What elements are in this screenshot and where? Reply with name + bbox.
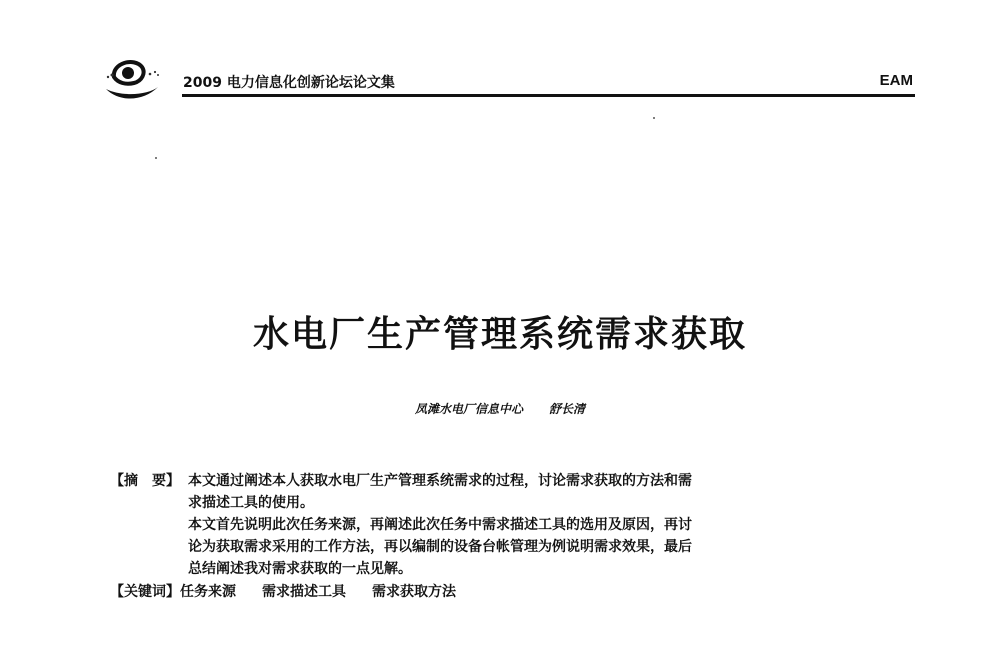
abstract-label: 【摘 要】 bbox=[110, 473, 180, 489]
author-name: 舒长清 bbox=[549, 402, 586, 416]
abstract-section bbox=[110, 470, 820, 603]
byline bbox=[0, 400, 1000, 417]
abstract-row bbox=[110, 470, 820, 580]
section-label: EAM bbox=[879, 72, 913, 89]
abstract-line: 本文首先说明此次任务来源，再阐述此次任务中需求描述工具的选用及原因，再讨 bbox=[188, 517, 692, 533]
keyword-item: 任务来源 bbox=[180, 584, 236, 600]
abstract-paragraph bbox=[188, 470, 692, 514]
keyword-item: 需求获取方法 bbox=[372, 584, 456, 600]
abstract-paragraph bbox=[188, 514, 692, 580]
abstract-line: 求描述工具的使用。 bbox=[188, 495, 314, 511]
author-affiliation: 凤滩水电厂信息中心 bbox=[414, 402, 523, 416]
keywords-label: 【关键词】 bbox=[110, 584, 180, 600]
abstract-line: 本文通过阐述本人获取水电厂生产管理系统需求的过程，讨论需求获取的方法和需 bbox=[188, 473, 692, 489]
scan-speck bbox=[653, 117, 655, 119]
page-header bbox=[100, 55, 915, 107]
paper-title: 水电厂生产管理系统需求获取 bbox=[252, 314, 747, 355]
forum-logo bbox=[100, 55, 168, 107]
header-rule bbox=[182, 94, 915, 97]
abstract-body bbox=[188, 470, 692, 580]
keywords-row bbox=[110, 581, 820, 603]
scan-speck bbox=[155, 157, 157, 159]
abstract-line: 总结阐述我对需求获取的一点见解。 bbox=[188, 561, 412, 577]
journal-title: 2009 电力信息化创新论坛论文集 bbox=[183, 75, 395, 91]
abstract-line: 论为获取需求采用的工作方法，再以编制的设备台帐管理为例说明需求效果，最后 bbox=[188, 539, 692, 555]
keyword-item: 需求描述工具 bbox=[262, 584, 346, 600]
